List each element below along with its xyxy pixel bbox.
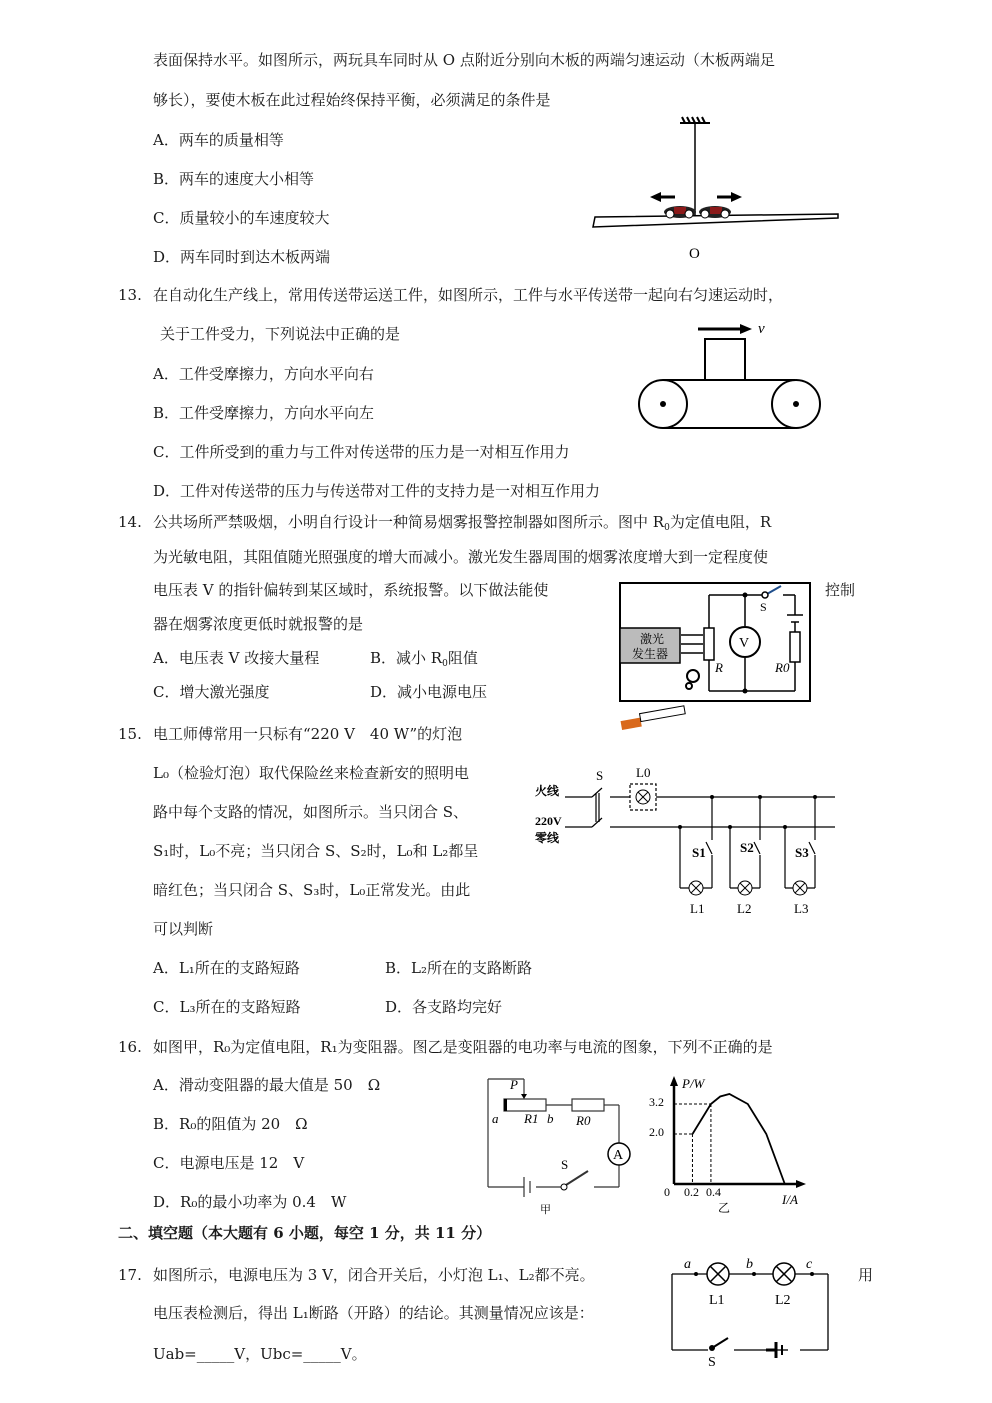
p-label: P [510,1077,518,1092]
switch-s [566,1171,588,1185]
q14-option-c: C．增大激光强度 [153,683,270,701]
switch-s [709,1338,728,1351]
lamp-l3 [793,881,807,895]
figure-b-caption: 乙 [718,1201,731,1215]
q15-number: 15. [118,725,142,743]
ceiling-hatch [680,117,710,123]
switch-s-label: S [596,768,604,783]
power-curve [693,1094,785,1184]
subscript: 0 [442,659,448,669]
node-c-label: c [806,1257,813,1272]
q15-line-6: 可以判断 [153,920,214,938]
q15-line-3: 路中每个支路的情况，如图所示。当只闭合 S、 [153,803,469,821]
cigarette-icon [621,706,686,730]
q13-option-a: A．工件受摩擦力，方向水平向右 [153,365,374,383]
y-axis-arrow-icon [670,1076,678,1086]
y-tick-2-0: 2.0 [649,1125,664,1139]
arrow-left-icon [650,192,675,202]
q16-stem: 如图甲，R₀为定值电阻，R₁为变阻器。图乙是变阻器的电功率与电流的图象，下列不正确的是 [153,1038,773,1056]
lamp-l2 [738,881,752,895]
q15-option-b: B．L₂所在的支路断路 [385,959,532,977]
q16-number: 16. [118,1038,142,1056]
s2-label: S2 [740,840,754,855]
q12-option-c: C．质量较小的车速度较大 [153,209,330,227]
l1-label: L1 [690,901,705,916]
q15-line-2: L₀（检验灯泡）取代保险丝来检查新安的照明电 [153,764,469,782]
q13-option-c: C．工件所受到的重力与工件对传送带的压力是一对相互作用力 [153,443,570,461]
q12-option-a: A．两车的质量相等 [153,131,284,149]
q15-line-1: 电工师傅常用一只标有“220 V 40 W”的灯泡 [153,725,463,743]
resistor-r0 [572,1099,604,1111]
q15-line-5: 暗红色；当只闭合 S、S₃时，L₀正常发光。由此 [153,881,471,899]
switch-label: S [760,600,767,614]
q16-figure-a-circuit [484,1075,644,1215]
q12-option-d: D．两车同时到达木板两端 [153,248,331,266]
l3-label: L3 [794,901,809,916]
q12-option-b: B．两车的速度大小相等 [153,170,315,188]
q13-figure-conveyor [620,305,840,435]
q17-stem-line2: 电压表检测后，得出 L₁断路（开路）的结论。其测量情况应该是： [153,1304,594,1322]
q17-number: 17. [118,1266,142,1284]
q14-stem-part: 为定值电阻，R [669,513,772,531]
arrow-right-icon [717,192,742,202]
smoke-icon [686,670,699,689]
laser-label-2: 发生器 [632,647,669,661]
lamp-l2 [773,1263,795,1285]
l1-label: L1 [709,1293,725,1308]
q16-option-d: D．R₀的最小功率为 0.4 W [153,1193,347,1211]
q15-option-c: C．L₃所在的支路短路 [153,998,301,1016]
q13-number: 13. [118,286,142,304]
x-axis-arrow-icon [796,1180,806,1188]
r1-label: R1 [524,1111,539,1126]
q16-option-c: C．电源电压是 12 V [153,1154,305,1172]
q14-figure-smoke-alarm [615,580,815,730]
s-label: S [561,1157,569,1172]
rheostat-r1 [504,1099,546,1111]
neutral-wire-label: 零线 [535,831,560,845]
x-axis-label: I/A [782,1192,798,1207]
y-axis-label: P/W [682,1076,705,1091]
q14-stem-part: 公共场所严禁吸烟，小明自行设计一种简易烟雾报警控制器如图所示。图中 R [153,513,665,531]
velocity-label: v [758,321,765,337]
lamp-l0 [636,790,650,804]
node-a-label: a [684,1257,691,1272]
l2-label: L2 [775,1293,791,1308]
slider-p-icon [521,1094,527,1099]
q15-line-4: S₁时，L₀不亮；当只闭合 S、S₂时，L₀和 L₂都呈 [153,842,479,860]
s-label: S [708,1355,716,1370]
voltage-label: 220V [535,814,562,828]
q15-option-a: A．L₁所在的支路短路 [153,959,300,977]
q17-answer-line[interactable]: Uab=_____V，Ubc=_____V。 [153,1345,367,1363]
q16-figure-b-chart [648,1072,818,1217]
q13-option-d: D．工件对传送带的压力与传送带对工件的支持力是一对相互作用力 [153,482,601,500]
q12-stem-line2: 够长），要使木板在此过程始终保持平衡，必须满足的条件是 [153,91,551,109]
option-text: B．减小 R [370,649,443,667]
x-tick-0-2: 0.2 [684,1185,699,1199]
q14-stem-line1 [153,512,771,538]
r0-label: R0 [775,660,790,675]
lamp-l1 [707,1263,729,1285]
node-b-label: b [746,1257,753,1272]
x-tick-0-4: 0.4 [706,1185,721,1199]
q14-number: 14. [118,513,142,531]
origin-label: 0 [664,1185,670,1199]
b-label: b [547,1111,554,1126]
q14-stem-line2: 为光敏电阻，其阻值随光照强度的增大而减小。激光发生器周围的烟雾浓度增大到一定程度使 [153,548,769,566]
live-wire-label: 火线 [535,784,560,798]
q13-option-b: B．工件受摩擦力，方向水平向左 [153,404,375,422]
r-label: R [715,660,723,675]
ammeter-label: A [613,1148,624,1163]
q12-stem-line1: 表面保持水平。如图所示，两玩具车同时从 O 点附近分别向木板的两端匀速运动（木板两端足 [153,51,775,69]
toy-car-right [699,206,731,218]
q14-stem-line3-right: 控制 [825,581,856,599]
r0-label: R0 [576,1113,591,1128]
q14-option-b [370,648,478,674]
q14-option-a: A．电压表 V 改接大量程 [153,649,320,667]
lamp-l1 [689,881,703,895]
toy-car-left [664,206,696,218]
q14-stem-line3: 电压表 V 的指针偏转到某区域时，系统报警。以下做法能使 [153,581,549,599]
double-pole-switch [592,788,602,797]
section-2-title: 二、填空题（本大题有 6 小题，每空 1 分，共 11 分） [118,1224,492,1242]
a-label: a [492,1111,499,1126]
q17-stem-line1: 如图所示，电源电压为 3 V，闭合开关后，小灯泡 L₁、L₂都不亮。 [153,1266,595,1284]
q17-figure-circuit [668,1258,833,1368]
pivot-label-o: O [689,246,700,262]
q14-option-d: D．减小电源电压 [370,683,488,701]
s1-label: S1 [692,845,706,860]
q15-option-d: D．各支路均完好 [385,998,503,1016]
option-text: 阻值 [447,649,478,667]
q17-stem-line1-right: 用 [858,1266,874,1284]
l2-label: L2 [737,901,752,916]
l0-label: L0 [636,765,651,780]
voltmeter-label: V [739,636,750,651]
q13-stem-line2: 关于工件受力，下列说法中正确的是 [160,325,401,343]
q16-option-a: A．滑动变阻器的最大值是 50 Ω [153,1076,381,1094]
q12-figure-lever [585,115,845,265]
figure-a-caption: 甲 [540,1204,551,1216]
workpiece [705,339,745,380]
laser-label-1: 激光 [640,632,665,646]
q13-stem-line1: 在自动化生产线上，常用传送带运送工件，如图所示，工件与水平传送带一起向右匀速运动时， [153,286,784,304]
resistor-r0 [790,632,800,662]
q15-figure-wiring [530,760,840,920]
photoresistor-r [704,628,714,660]
subscript: 0 [664,523,670,533]
velocity-arrow-icon [698,324,752,334]
y-tick-3-2: 3.2 [649,1095,664,1109]
q14-stem-line4: 器在烟雾浓度更低时就报警的是 [153,615,364,633]
switch-s [767,586,781,594]
q16-option-b: B．R₀的阻值为 20 Ω [153,1115,308,1133]
s3-label: S3 [795,845,809,860]
